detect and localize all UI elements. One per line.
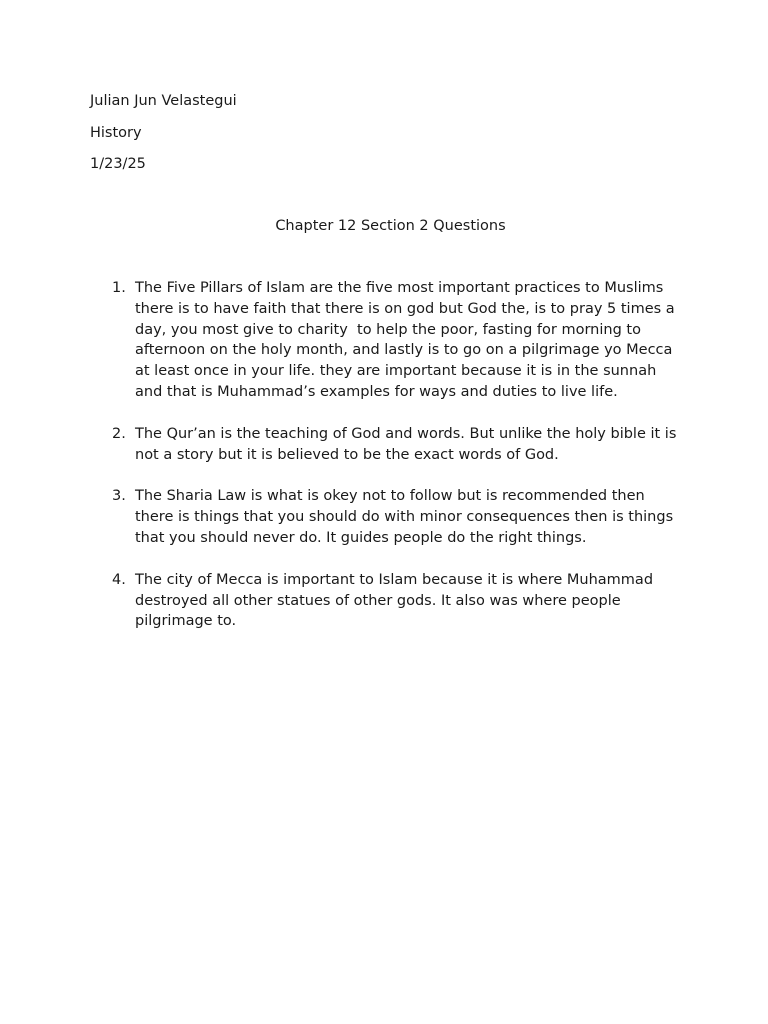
answer-item-3 [0,486,768,548]
answer-text: The Qur’an is the teaching of God and words. But unlike the holy bible it is not a story but it is believed to be the exact words of God. [135,425,682,463]
answer-text: The city of Mecca is important to Islam because it is where Muhammad destroyed all other statues of other gods. It also was where people pilgrimage to. [135,571,658,630]
answer-number: 2. [112,425,126,442]
document-title: Chapter 12 Section 2 Questions [275,218,506,234]
answer-text: The Five Pillars of Islam are the five most important practices to Muslims there is to have faith that there is on god but God the, is to pray 5 times a day, you most give to charity to help the poor, fasting for morning to afternoon on the holy month, and lastly is to go on a pilgrimage yo Mecca at least once in your life. they are important because it is in the sunnah and that is Muhammad’s examples for ways and duties to live life. [135,280,680,400]
answer-item-4 [0,570,768,632]
answer-text: The Sharia Law is what is okey not to follow but is recommended then there is things that you should do with minor consequences then is things that you should never do. It guides people do the right things. [135,488,678,546]
answers-list [0,278,768,653]
answer-item-1 [0,278,768,403]
subject-line: History [90,125,142,141]
student-name: Julian Jun Velastegui [90,93,237,109]
answer-number: 1. [112,280,126,296]
answer-number: 4. [112,571,126,588]
answer-number: 3. [112,488,126,505]
date-line: 1/23/25 [90,156,146,172]
answer-item-2 [0,424,768,466]
